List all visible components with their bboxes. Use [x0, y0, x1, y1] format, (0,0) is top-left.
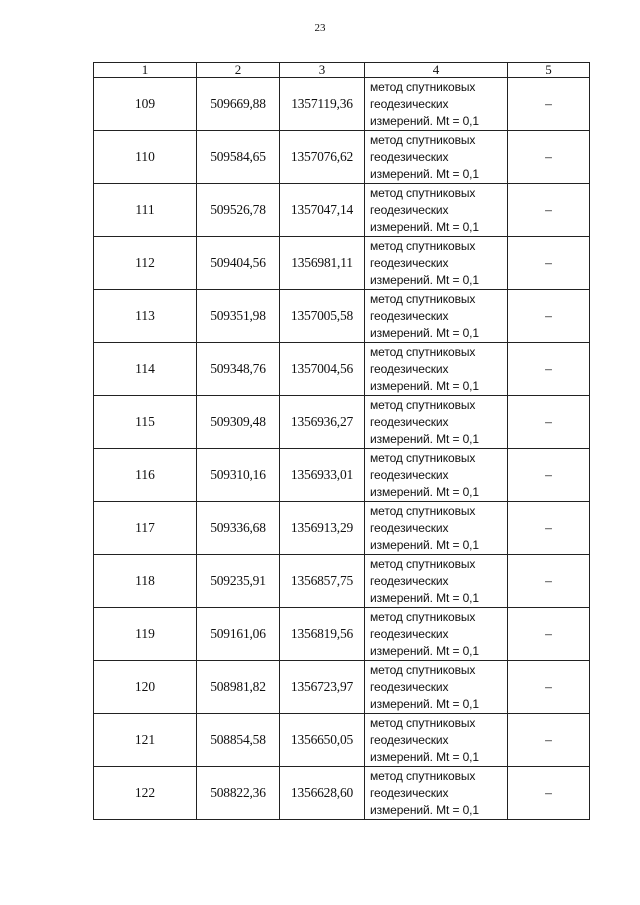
method-line: измерений. Mt = 0,1	[370, 749, 479, 764]
method-cell	[365, 131, 508, 184]
point-number-cell: 114	[94, 343, 197, 396]
page-number: 23	[314, 22, 326, 34]
point-number-cell: 115	[94, 396, 197, 449]
method-line: геодезических	[370, 308, 449, 323]
point-number-cell: 113	[94, 290, 197, 343]
point-number-cell: 109	[94, 78, 197, 131]
point-number-cell: 122	[94, 767, 197, 820]
x-coordinate-cell: 509310,16	[197, 449, 280, 502]
y-coordinate-cell: 1357005,58	[280, 290, 365, 343]
y-coordinate-cell: 1356857,75	[280, 555, 365, 608]
y-coordinate-cell: 1357076,62	[280, 131, 365, 184]
method-line: измерений. Mt = 0,1	[370, 643, 479, 658]
y-coordinate-cell: 1357119,36	[280, 78, 365, 131]
note-cell: –	[508, 767, 590, 820]
table-body	[94, 78, 590, 820]
table-row	[94, 714, 590, 767]
note-cell: –	[508, 396, 590, 449]
column-header: 1	[94, 63, 197, 78]
note-cell: –	[508, 184, 590, 237]
point-number-cell: 116	[94, 449, 197, 502]
x-coordinate-cell: 509235,91	[197, 555, 280, 608]
method-line: метод спутниковых	[370, 768, 476, 783]
y-coordinate-cell: 1356650,05	[280, 714, 365, 767]
method-line: геодезических	[370, 732, 449, 747]
method-cell	[365, 767, 508, 820]
method-line: геодезических	[370, 573, 449, 588]
method-line: измерений. Mt = 0,1	[370, 325, 479, 340]
x-coordinate-cell: 508854,58	[197, 714, 280, 767]
x-coordinate-cell: 509348,76	[197, 343, 280, 396]
method-line: геодезических	[370, 96, 449, 111]
point-number-cell: 120	[94, 661, 197, 714]
note-cell: –	[508, 608, 590, 661]
y-coordinate-cell: 1356723,97	[280, 661, 365, 714]
y-coordinate-cell: 1356628,60	[280, 767, 365, 820]
column-header: 3	[280, 63, 365, 78]
method-cell	[365, 78, 508, 131]
x-coordinate-cell: 509161,06	[197, 608, 280, 661]
point-number-cell: 118	[94, 555, 197, 608]
method-cell	[365, 714, 508, 767]
method-line: метод спутниковых	[370, 662, 476, 677]
method-line: измерений. Mt = 0,1	[370, 431, 479, 446]
method-cell	[365, 502, 508, 555]
method-cell	[365, 184, 508, 237]
note-cell: –	[508, 555, 590, 608]
method-line: измерений. Mt = 0,1	[370, 590, 479, 605]
point-number-cell: 117	[94, 502, 197, 555]
table-row	[94, 608, 590, 661]
y-coordinate-cell: 1356819,56	[280, 608, 365, 661]
method-line: измерений. Mt = 0,1	[370, 166, 479, 181]
x-coordinate-cell: 508822,36	[197, 767, 280, 820]
method-line: геодезических	[370, 679, 449, 694]
method-line: метод спутниковых	[370, 132, 476, 147]
method-line: метод спутниковых	[370, 450, 476, 465]
note-cell: –	[508, 343, 590, 396]
table-row	[94, 343, 590, 396]
table-row	[94, 78, 590, 131]
method-line: метод спутниковых	[370, 503, 476, 518]
column-header: 4	[365, 63, 508, 78]
method-cell	[365, 396, 508, 449]
note-cell: –	[508, 237, 590, 290]
note-cell: –	[508, 131, 590, 184]
method-line: геодезических	[370, 785, 449, 800]
method-line: измерений. Mt = 0,1	[370, 378, 479, 393]
x-coordinate-cell: 509584,65	[197, 131, 280, 184]
method-cell	[365, 343, 508, 396]
method-line: измерений. Mt = 0,1	[370, 696, 479, 711]
note-cell: –	[508, 714, 590, 767]
point-number-cell: 110	[94, 131, 197, 184]
x-coordinate-cell: 509336,68	[197, 502, 280, 555]
method-line: измерений. Mt = 0,1	[370, 113, 479, 128]
table-row	[94, 449, 590, 502]
x-coordinate-cell: 509309,48	[197, 396, 280, 449]
method-line: измерений. Mt = 0,1	[370, 484, 479, 499]
y-coordinate-cell: 1356981,11	[280, 237, 365, 290]
y-coordinate-cell: 1357004,56	[280, 343, 365, 396]
x-coordinate-cell: 509526,78	[197, 184, 280, 237]
method-line: геодезических	[370, 202, 449, 217]
method-cell	[365, 608, 508, 661]
method-line: метод спутниковых	[370, 291, 476, 306]
method-line: измерений. Mt = 0,1	[370, 219, 479, 234]
method-line: измерений. Mt = 0,1	[370, 272, 479, 287]
table-row	[94, 290, 590, 343]
method-line: геодезических	[370, 520, 449, 535]
x-coordinate-cell: 509669,88	[197, 78, 280, 131]
note-cell: –	[508, 661, 590, 714]
method-line: измерений. Mt = 0,1	[370, 802, 479, 817]
method-line: метод спутниковых	[370, 556, 476, 571]
table-row	[94, 502, 590, 555]
method-line: метод спутниковых	[370, 609, 476, 624]
note-cell: –	[508, 290, 590, 343]
method-line: геодезических	[370, 414, 449, 429]
point-number-cell: 111	[94, 184, 197, 237]
method-line: геодезических	[370, 149, 449, 164]
method-line: метод спутниковых	[370, 79, 476, 94]
table-row	[94, 661, 590, 714]
method-line: метод спутниковых	[370, 715, 476, 730]
y-coordinate-cell: 1357047,14	[280, 184, 365, 237]
method-line: измерений. Mt = 0,1	[370, 537, 479, 552]
method-line: геодезических	[370, 626, 449, 641]
method-cell	[365, 290, 508, 343]
method-line: метод спутниковых	[370, 185, 476, 200]
method-line: метод спутниковых	[370, 238, 476, 253]
y-coordinate-cell: 1356933,01	[280, 449, 365, 502]
point-number-cell: 119	[94, 608, 197, 661]
method-cell	[365, 237, 508, 290]
note-cell: –	[508, 78, 590, 131]
method-line: метод спутниковых	[370, 344, 476, 359]
table-row	[94, 767, 590, 820]
method-line: геодезических	[370, 361, 449, 376]
point-number-cell: 121	[94, 714, 197, 767]
coordinates-table	[93, 62, 590, 820]
y-coordinate-cell: 1356936,27	[280, 396, 365, 449]
note-cell: –	[508, 502, 590, 555]
table-row	[94, 396, 590, 449]
note-cell: –	[508, 449, 590, 502]
method-cell	[365, 661, 508, 714]
method-cell	[365, 555, 508, 608]
table-row	[94, 184, 590, 237]
table-row	[94, 131, 590, 184]
table-row	[94, 555, 590, 608]
column-header: 5	[508, 63, 590, 78]
x-coordinate-cell: 508981,82	[197, 661, 280, 714]
point-number-cell: 112	[94, 237, 197, 290]
column-header: 2	[197, 63, 280, 78]
method-line: метод спутниковых	[370, 397, 476, 412]
y-coordinate-cell: 1356913,29	[280, 502, 365, 555]
x-coordinate-cell: 509404,56	[197, 237, 280, 290]
x-coordinate-cell: 509351,98	[197, 290, 280, 343]
table-header-row	[94, 63, 590, 78]
method-line: геодезических	[370, 467, 449, 482]
method-cell	[365, 449, 508, 502]
table-row	[94, 237, 590, 290]
method-line: геодезических	[370, 255, 449, 270]
